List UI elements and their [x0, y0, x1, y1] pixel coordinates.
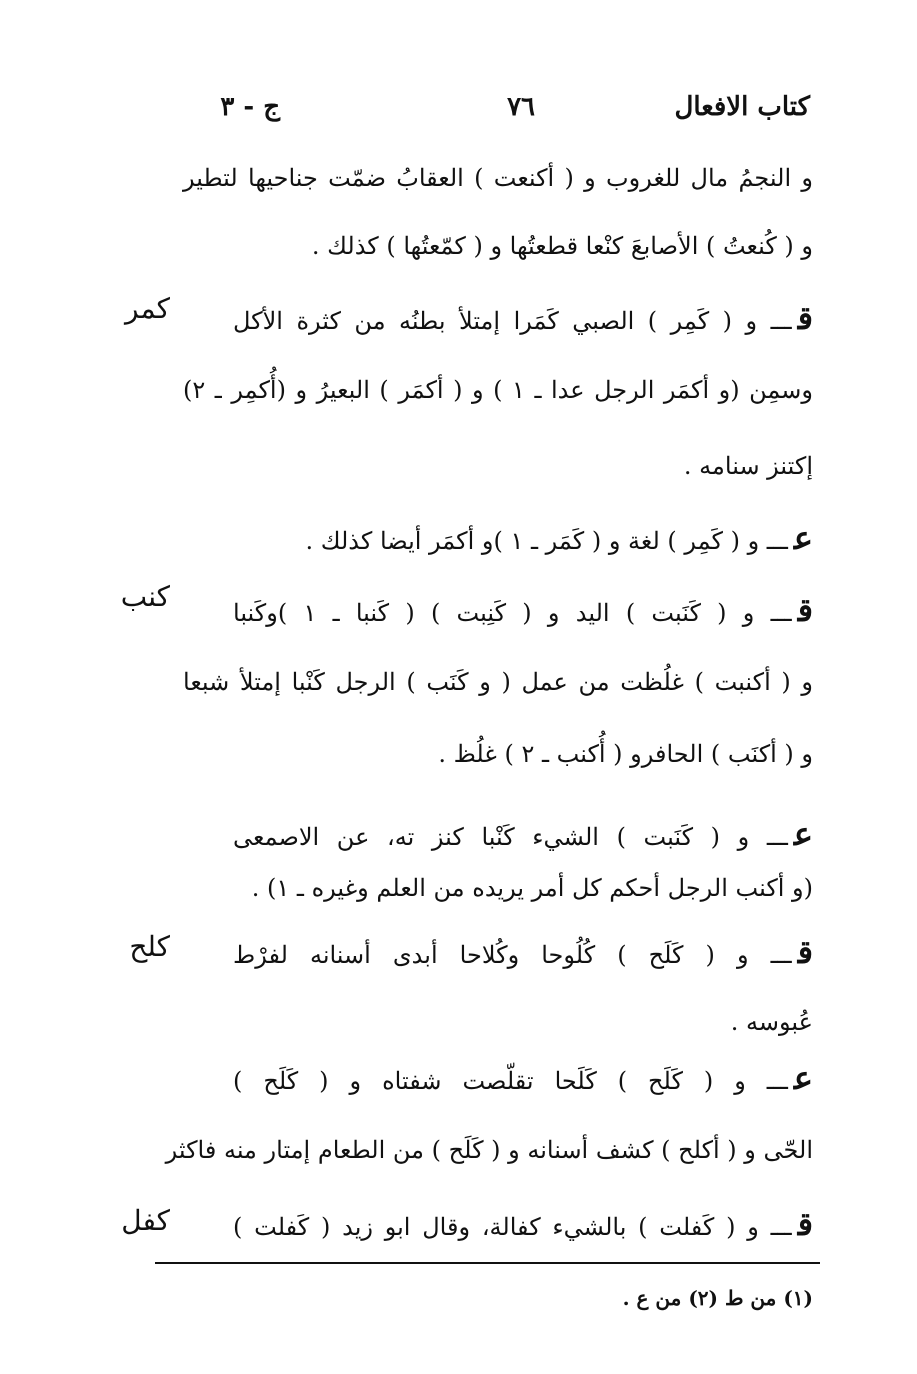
text-line: عـــ و ( كَنَبت ) الشيء كَنْبا كنز ته، عن الاصمعى: [233, 815, 813, 853]
footnote: (١) من ط (٢) من ع .: [622, 1286, 813, 1310]
source-mark: ق: [797, 299, 813, 337]
margin-keyword: كفل: [121, 1204, 170, 1237]
text-line: قـــ و ( كَنَبت ) اليد و ( كَنِبت ) ( كَنبا ـ ١ )وكَنبا: [233, 591, 813, 629]
part-number: ج - ٣: [220, 92, 280, 122]
book-title: كتاب الافعال: [674, 92, 810, 122]
text-line: الحّى و ( أكلح ) كشف أسنانه و ( كَلَح ) من الطعام إمتار منه فاكثر: [165, 1136, 813, 1164]
page-header: [190, 92, 810, 142]
page-number: ٧٦: [507, 92, 535, 122]
text-line: عُبوسه .: [730, 1008, 813, 1036]
margin-keyword: كلح: [129, 930, 170, 963]
text-line: عـــ و ( كَلَح ) كَلَحا تقلّصت شفتاه و ( كَلَح ): [233, 1059, 813, 1097]
text-line: قـــ و ( كَلَح ) كُلُوحا وكُلاحا أبدى أسنانه لفرْط: [233, 933, 813, 971]
text-line: وسمِن (و أكمَر الرجل عدا ـ ١ ) و ( أكمَر ) البعيرُ و (أُكمِر ـ ٢): [183, 376, 813, 404]
margin-keyword: كنب: [120, 580, 170, 613]
text-line: و النجمُ مال للغروب و ( أكنعت ) العقابُ ضمّت جناحيها لتطير: [183, 164, 813, 192]
text-line: (و أكنب الرجل أحكم كل أمر يريده من العلم وغيره ـ ١) .: [251, 874, 813, 902]
text-line: و ( أكنبت ) غلُظت من عمل ( و كَنَب ) الرجل كَنْبا إمتلأ شبعا: [183, 668, 813, 696]
text-line: و ( كُنعتُ ) الأصابعَ كنْعا قطعتُها و ( كمّعتُها ) كذلك .: [311, 232, 813, 260]
source-mark: ع: [793, 815, 813, 853]
source-mark: ق: [797, 933, 813, 971]
text-line: عـــ و ( كَمِر ) لغة و ( كَمَر ـ ١ )و أكمَر أيضا كذلك .: [305, 519, 813, 557]
margin-keyword: كمر: [125, 292, 170, 325]
footnote-divider: [155, 1262, 820, 1264]
text-line: إكتنز سنامه .: [683, 452, 813, 480]
source-mark: ع: [793, 1059, 813, 1097]
text-line: قـــ و ( كَفلت ) بالشيء كفالة، وقال ابو زيد ( كَفلت ): [233, 1205, 813, 1243]
text-line: و ( أكنَب ) الحافرو ( أُكنب ـ ٢ ) غلُظ .: [438, 740, 813, 768]
text-line: قـــ و ( كَمِر ) الصبي كَمَرا إمتلأ بطنُه من كثرة الأكل: [233, 299, 813, 337]
source-mark: ق: [797, 591, 813, 629]
source-mark: ع: [793, 519, 813, 557]
source-mark: ق: [797, 1205, 813, 1243]
